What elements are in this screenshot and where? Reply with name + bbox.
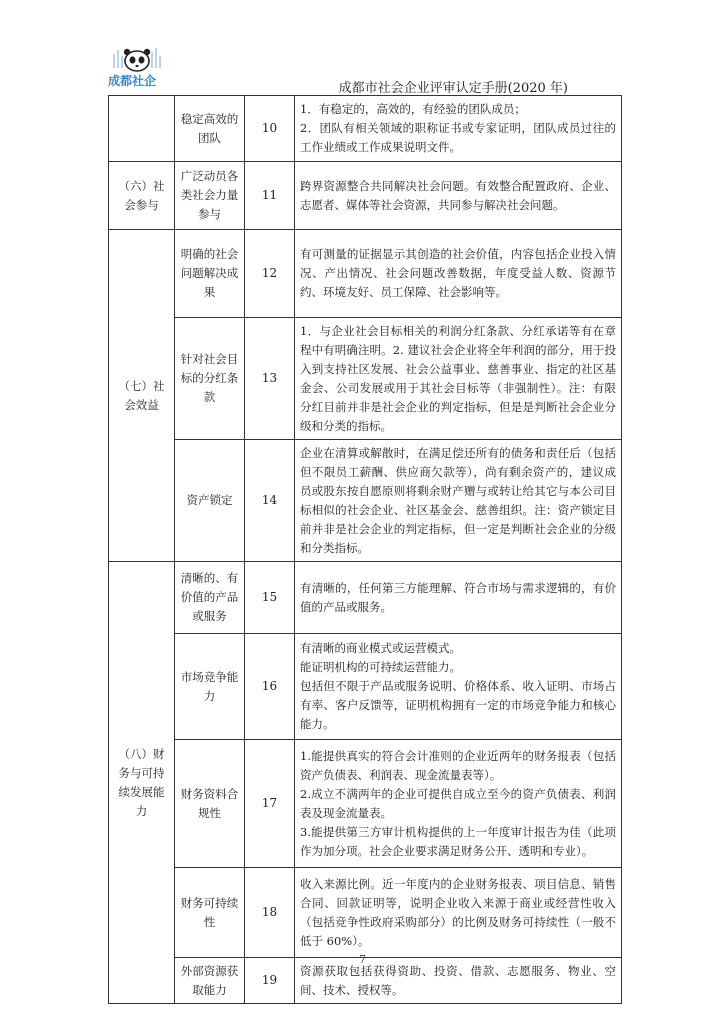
document-title: 成都市社会企业评审认定手册(2020 年)	[338, 81, 568, 96]
criterion-number: 10	[245, 96, 295, 162]
page-number: 7	[359, 953, 366, 966]
description-line: 跨界资源整合共同解决社会问题。有效整合配置政府、企业、志愿者、媒体等社会资源，共同参与解决社会问题。	[300, 178, 616, 212]
criterion-description	[295, 440, 622, 562]
criterion-number: 13	[245, 318, 295, 440]
criterion-name: 资产锁定	[175, 440, 245, 562]
criterion-name: 针对社会目标的分红条款	[175, 318, 245, 440]
description-line: 2．团队有相关领域的职称证书或专家证明，团队成员过往的工作业绩或工作成果说明文件。	[300, 121, 616, 154]
criterion-description	[295, 634, 622, 740]
category-cell: （六）社会参与	[109, 162, 175, 230]
criterion-number: 19	[245, 958, 295, 1004]
criterion-name: 市场竞争能力	[175, 634, 245, 740]
description-line: 1．有稳定的，高效的，有经验的团队成员；	[300, 102, 526, 116]
criterion-number: 15	[245, 562, 295, 634]
table-row	[109, 740, 622, 868]
description-line: 1.能提供真实的符合会计准则的企业近两年的财务报表（包括资产负债表、利润表、现金流量表等）。	[300, 748, 616, 782]
description-line: 有清晰的，任何第三方能理解、符合市场与需求逻辑的，有价值的产品或服务。	[300, 580, 616, 614]
criterion-description	[295, 162, 622, 230]
criterion-description	[295, 740, 622, 868]
criterion-description	[295, 868, 622, 958]
criterion-number: 12	[245, 230, 295, 318]
criterion-number: 14	[245, 440, 295, 562]
description-line: 企业在清算或解散时，在满足偿还所有的债务和责任后（包括但不限员工薪酬、供应商欠款等），尚有剩余资产的，建议成员或股东按自愿原则将剩余财产赠与或转让给其它与本公司目标相似的社会企业、社区基金会、慈善组织。注：资产锁定目前并非是社会企业的判定指标，但一定是判断社会企业的分级和分类指标。	[300, 445, 616, 555]
criterion-name: 财务可持续性	[175, 868, 245, 958]
criterion-number: 18	[245, 868, 295, 958]
criterion-name: 财务资料合规性	[175, 740, 245, 868]
description-line: 收入来源比例。近一年度内的企业财务报表、项目信息、销售合同、回款证明等，说明企业收入来源于商业或经营性收入（包括竞争性政府采购部分）的比例及财务可持续性（一般不低于 60%）。	[300, 876, 616, 948]
category-cell: （七）社会效益	[109, 230, 175, 562]
category-cell	[109, 96, 175, 162]
evaluation-criteria-table	[108, 95, 622, 1004]
logo-text: 成都社企	[108, 74, 157, 88]
table-row	[109, 96, 622, 162]
description-line: 1．与企业社会目标相关的利润分红条款、分红承诺等有在章程中有明确注明。2. 建议社会企业将全年利润的部分，用于投入到支持社区发展、社会公益事业、慈善事业、指定的社区基金会、公司发展或用于其社会目标等（非强制性）。注：有限分红目前并非是社会企业的判定指标，但是是判断社会企业分级和分类的指标。	[300, 323, 616, 433]
criterion-name: 明确的社会问题解决成果	[175, 230, 245, 318]
category-cell: （八）财务与可持续发展能力	[109, 562, 175, 1004]
description-line: 2.成立不满两年的企业可提供自成立至今的资产负债表、利润表及现金流量表。	[300, 786, 616, 820]
description-line: 能证明机构的可持续运营能力。	[300, 660, 461, 674]
table-row	[109, 634, 622, 740]
table-row	[109, 868, 622, 958]
criterion-description	[295, 562, 622, 634]
criterion-number: 17	[245, 740, 295, 868]
criterion-description	[295, 318, 622, 440]
criterion-number: 11	[245, 162, 295, 230]
criterion-name: 清晰的、有价值的产品或服务	[175, 562, 245, 634]
table-row	[109, 162, 622, 230]
description-line: 资源获取包括获得资助、投资、借款、志愿服务、物业、空间、技术、授权等。	[300, 963, 616, 997]
description-line: 包括但不限于产品或服务说明、价格体系、收入证明、市场占有率、客户反馈等，证明机构拥有一定的市场竞争能力和核心能力。	[300, 679, 616, 731]
criterion-name: 广泛动员各类社会力量参与	[175, 162, 245, 230]
criterion-description	[295, 230, 622, 318]
description-line: 有清晰的商业模式或运营模式。	[300, 641, 461, 655]
table-row	[109, 318, 622, 440]
criterion-name: 外部资源获取能力	[175, 958, 245, 1004]
table-row	[109, 230, 622, 318]
description-line: 有可测量的证据显示其创造的社会价值，内容包括企业投入情况、产出情况、社会问题改善数据，年度受益人数、资源节约、环境友好、员工保障、社会影响等。	[300, 247, 616, 299]
criterion-description	[295, 96, 622, 162]
criterion-number: 16	[245, 634, 295, 740]
table-row	[109, 440, 622, 562]
table-row	[109, 562, 622, 634]
criterion-name: 稳定高效的团队	[175, 96, 245, 162]
description-line: 3.能提供第三方审计机构提供的上一年度审计报告为佳（此项作为加分项。社会企业要求满足财务公开、透明和专业）。	[300, 824, 616, 858]
